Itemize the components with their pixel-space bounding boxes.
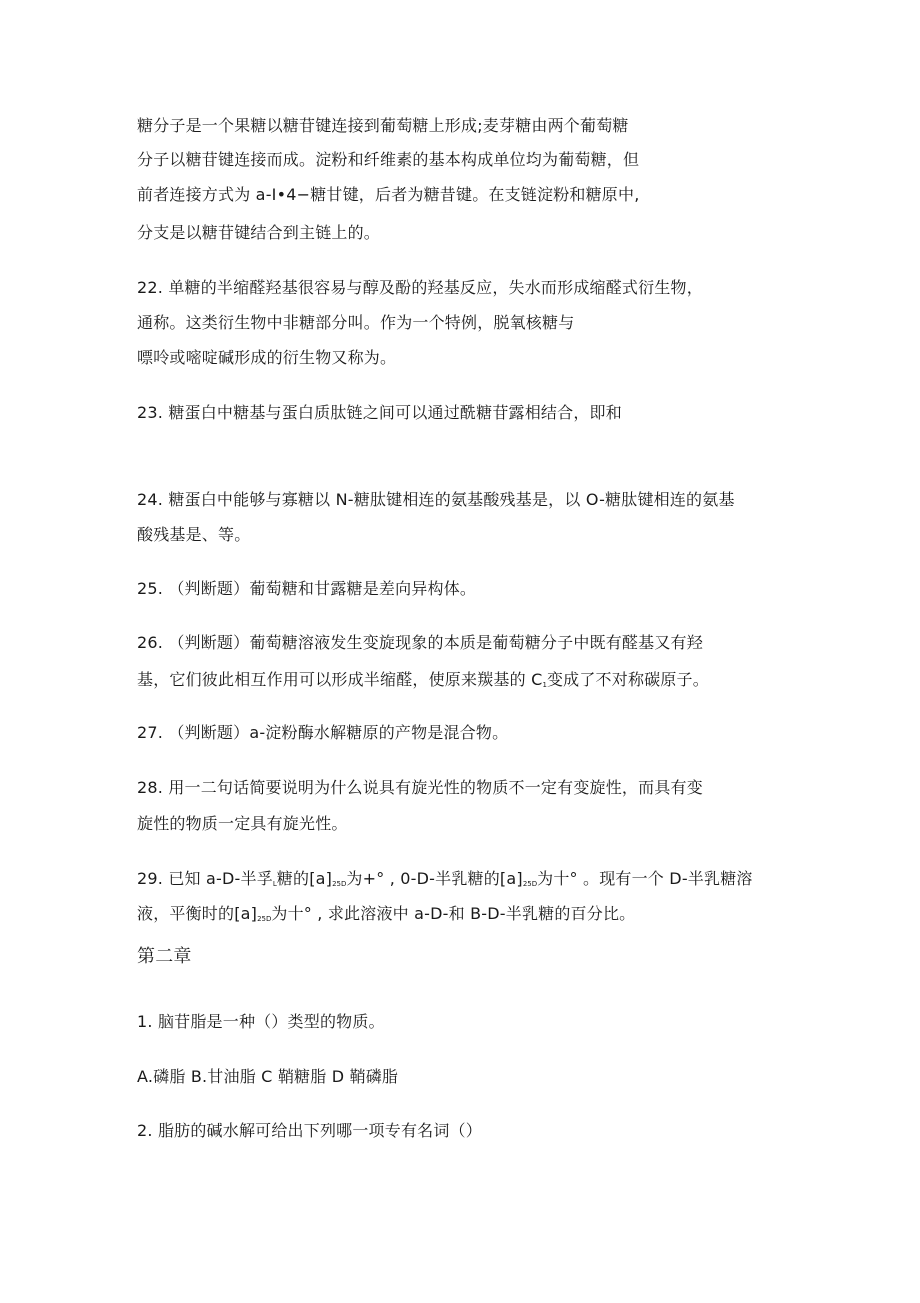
subscript: 25D [257, 915, 272, 923]
question-24-line: 酸残基是、等。 [137, 525, 251, 544]
text-segment: 糖的[a] [276, 869, 333, 888]
question-29-line [137, 869, 753, 894]
text-segment: 为+° , 0-D-半乳糖的[a] [346, 869, 523, 888]
text-segment: 29. 已知 a-D-半孚 [137, 869, 273, 888]
chapter2-question-1: 1. 脑苷脂是一种（）类型的物质。 [137, 1012, 385, 1031]
text-segment: 液，平衡时的[a] [137, 904, 258, 923]
text-segment: 为十° , 求此溶液中 a-D-和 B-D-半乳糖的百分比。 [271, 904, 636, 923]
question-22-line: 22. 单糖的半缩醛羟基很容易与醇及酚的羟基反应，失水而形成缩醛式衍生物， [137, 278, 703, 297]
text-segment: 基，它们彼此相互作用可以形成半缩醛，使原来羰基的 C [137, 670, 543, 689]
text-line: 分支是以糖苷键结合到主链上的。 [137, 223, 381, 242]
chapter2-question-2: 2. 脂肪的碱水解可给出下列哪一项专有名词（） [137, 1121, 482, 1140]
question-25: 25. （判断题）葡萄糖和甘露糖是差向异构体。 [137, 579, 477, 598]
question-28-line: 旋性的物质一定具有旋光性。 [137, 814, 348, 833]
text-line: 分子以糖苷键连接而成。淀粉和纤维素的基本构成单位均为葡萄糖，但 [137, 150, 640, 169]
subscript: L [272, 880, 277, 888]
chapter-heading: 第二章 [137, 946, 192, 967]
answer-options: A.磷脂 B.甘油脂 C 鞘糖脂 D 鞘磷脂 [137, 1067, 399, 1086]
text-segment: 为十° 。现有一个 D-半乳糖溶 [537, 869, 753, 888]
question-26-line: 26. （判断题）葡萄糖溶液发生变旋现象的本质是葡萄糖分子中既有醛基又有羟 [137, 633, 703, 652]
question-26-line [137, 670, 709, 695]
question-27: 27. （判断题）a-淀粉酶水解糖原的产物是混合物。 [137, 723, 509, 742]
question-29-line [137, 904, 635, 929]
question-23: 23. 糖蛋白中糖基与蛋白质肽链之间可以通过酰糖苷露相结合，即和 [137, 403, 622, 422]
question-24-line: 24. 糖蛋白中能够与寡糖以 N-糖肽键相连的氨基酸残基是，以 O-糖肽键相连的氨基 [137, 490, 735, 509]
subscript: 1 [542, 681, 547, 689]
text-segment: 变成了不对称碳原子。 [546, 670, 709, 689]
subscript: 25D [332, 880, 347, 888]
text-line: 糖分子是一个果糖以糖苷键连接到葡萄糖上形成;麦芽糖由两个葡萄糖 [137, 116, 629, 135]
question-22-line: 通称。这类衍生物中非糖部分叫。作为一个特例，脱氧核糖与 [137, 313, 575, 332]
text-line: 前者连接方式为 a-I•4−糖甘键，后者为糖昔键。在支链淀粉和糖原中, [137, 185, 640, 204]
question-28-line: 28. 用一二句话简要说明为什么说具有旋光性的物质不一定有变旋性，而具有变 [137, 778, 703, 797]
question-22-line: 嘌呤或嘧啶碱形成的衍生物又称为。 [137, 348, 397, 367]
subscript: 25D [522, 880, 538, 888]
